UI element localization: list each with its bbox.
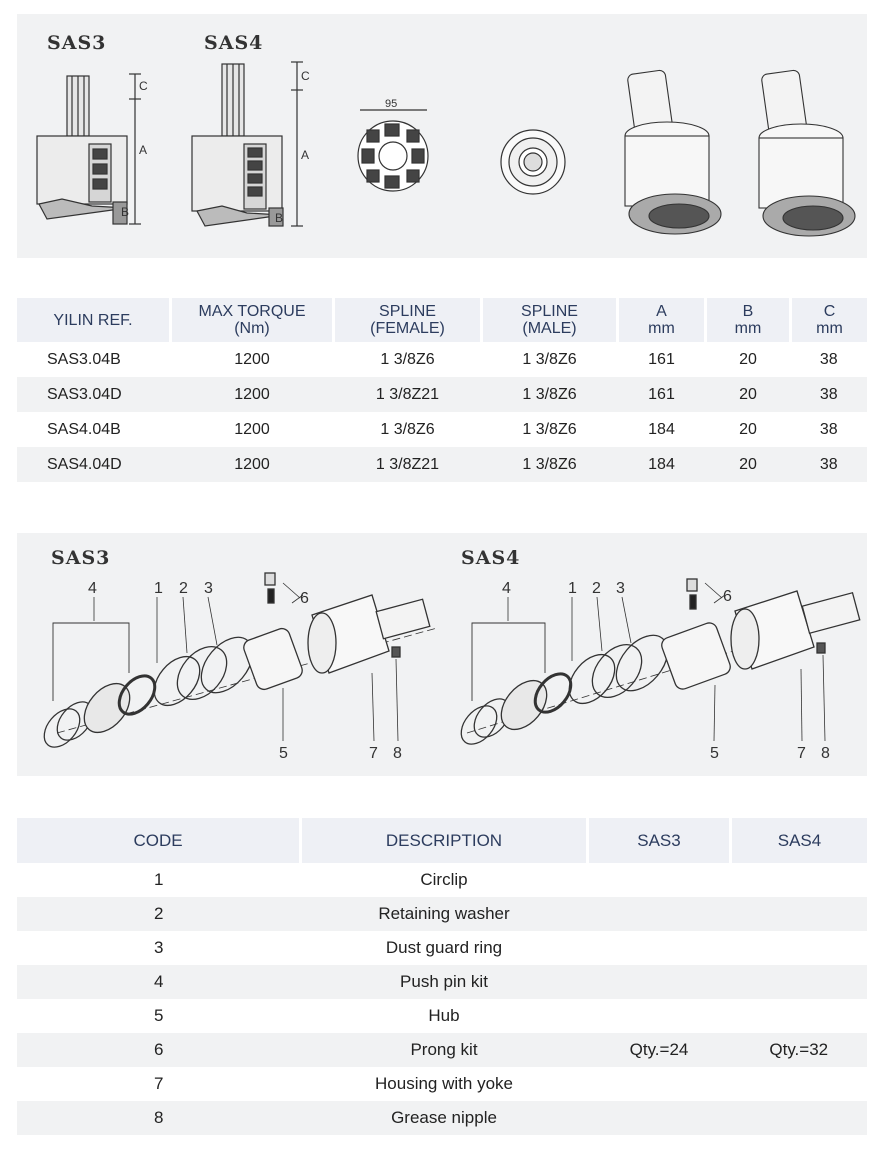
sas4-callout-6: 6: [723, 588, 732, 605]
dim-95: 95: [385, 98, 398, 110]
callout-3: 3: [204, 580, 213, 597]
callout-5: 5: [279, 745, 288, 762]
spec-cell-c: 38: [791, 447, 868, 482]
spec-header-row: [17, 298, 867, 342]
parts-header-sas3: SAS3: [588, 818, 731, 863]
spec-cell-a: 161: [648, 350, 675, 368]
parts-cell-sas3: [588, 1067, 731, 1101]
spec-cell-ref: SAS4.04B: [47, 420, 121, 438]
sas4-dim-b: B: [275, 211, 284, 225]
spec-cell-torque: 1200: [171, 447, 334, 482]
parts-cell-description: Circlip: [420, 870, 468, 889]
parts-cell-sas3: [588, 965, 731, 999]
parts-row: [17, 863, 867, 897]
sas4-callout-2: 2: [592, 580, 601, 597]
parts-row: [17, 1067, 867, 1101]
parts-cell-description: Push pin kit: [301, 965, 588, 999]
spec-cell-torque: 1200: [234, 350, 270, 368]
parts-cell-sas4: [731, 1101, 868, 1135]
parts-cell-description: Prong kit: [301, 1033, 588, 1067]
callout-1: 1: [154, 580, 163, 597]
parts-cell-sas4: Qty.=32: [731, 1033, 868, 1067]
parts-cell-sas4: [731, 1067, 868, 1101]
parts-row: [17, 897, 867, 931]
spec-header-a: A mm: [618, 298, 706, 342]
spec-header-b: B mm: [706, 298, 791, 342]
parts-row: [17, 1033, 867, 1067]
sas4-callout-8: 8: [821, 745, 830, 762]
parts-cell-sas4: [731, 863, 868, 897]
parts-cell-sas3: Qty.=24: [588, 1033, 731, 1067]
parts-row: [17, 931, 867, 965]
spec-cell-spline-female: 1 3/8Z6: [380, 420, 435, 438]
sas4-side-view: [192, 62, 303, 226]
parts-header-code: CODE: [17, 818, 301, 863]
parts-cell-sas3: [588, 931, 731, 965]
parts-cell-code: 2: [17, 897, 301, 931]
parts-cell-code: 8: [17, 1101, 301, 1135]
parts-cell-sas4: [731, 897, 868, 931]
parts-cell-sas3: [588, 863, 731, 897]
sas4-render: [759, 70, 855, 236]
parts-cell-code: 7: [154, 1074, 164, 1093]
spec-cell-spline-male: 1 3/8Z6: [522, 420, 577, 438]
callout-6: 6: [300, 590, 309, 607]
spec-cell-b: 20: [739, 420, 757, 438]
spec-row: [17, 412, 867, 447]
spec-cell-c: 38: [791, 377, 868, 412]
parts-cell-code: 1: [154, 870, 164, 889]
sas3-label-top: SAS3: [47, 32, 107, 54]
spec-cell-c: 38: [819, 350, 838, 368]
spec-cell-a: 184: [618, 447, 706, 482]
sas3-dim-b: B: [121, 205, 130, 219]
sas4-label-top: SAS4: [204, 32, 264, 54]
sas4-dim-a: A: [301, 148, 310, 162]
sas3-dim-c: C: [139, 79, 148, 93]
sas4-callout-3: 3: [616, 580, 625, 597]
spec-cell-spline-male: 1 3/8Z6: [482, 447, 618, 482]
parts-header-row: [17, 818, 867, 863]
spec-header-spline-male: SPLINE (MALE): [482, 298, 618, 342]
parts-row: [17, 965, 867, 999]
parts-cell-description: Retaining washer: [301, 897, 588, 931]
spec-header-spline-female: SPLINE (FEMALE): [334, 298, 482, 342]
parts-header-description: DESCRIPTION: [301, 818, 588, 863]
parts-cell-description: Grease nipple: [301, 1101, 588, 1135]
spec-cell-ref: SAS3.04B: [47, 350, 121, 368]
sas4-label-exploded: SAS4: [461, 547, 521, 569]
spec-cell-a: 161: [618, 377, 706, 412]
sas3-label-exploded: SAS3: [51, 547, 111, 569]
spec-cell-torque: 1200: [234, 420, 270, 438]
parts-cell-code: 3: [154, 938, 164, 957]
sas3-exploded: [37, 573, 437, 754]
spec-cell-spline-male: 1 3/8Z6: [482, 377, 618, 412]
parts-header-sas4: SAS4: [731, 818, 868, 863]
spec-cell-spline-female: 1 3/8Z6: [380, 350, 435, 368]
spline-bore-view: [501, 130, 565, 194]
spec-cell-b: 20: [706, 377, 791, 412]
parts-cell-sas4: [731, 965, 868, 999]
parts-cell-sas4: [731, 931, 868, 965]
parts-cell-description: Housing with yoke: [375, 1074, 513, 1093]
parts-cell-description: Hub: [428, 1006, 460, 1025]
spec-row: [17, 377, 867, 412]
parts-table: [17, 818, 867, 1135]
parts-cell-sas3: [588, 897, 731, 931]
sas4-callout-7: 7: [797, 745, 806, 762]
parts-cell-code: 5: [154, 1006, 164, 1025]
hub-top-view: [358, 110, 428, 191]
spec-cell-torque: 1200: [171, 377, 334, 412]
sas4-callout-5: 5: [710, 745, 719, 762]
sas4-dim-c: C: [301, 69, 310, 83]
callout-7: 7: [369, 745, 378, 762]
sas4-callout-4: 4: [502, 580, 511, 597]
spec-cell-c: 38: [819, 420, 838, 438]
callout-8: 8: [393, 745, 402, 762]
exploded-drawings: [17, 533, 867, 776]
spec-cell-ref: SAS4.04D: [17, 447, 171, 482]
top-drawing-panel: [17, 14, 867, 258]
spec-cell-b: 20: [739, 350, 757, 368]
callout-4: 4: [88, 580, 97, 597]
callout-2: 2: [179, 580, 188, 597]
sas4-exploded: [454, 579, 860, 751]
spec-table: [17, 298, 867, 482]
spec-row: [17, 342, 867, 377]
spec-header-torque: MAX TORQUE (Nm): [171, 298, 334, 342]
spec-cell-spline-female: 1 3/8Z21: [334, 447, 482, 482]
spec-header-ref: YILIN REF.: [17, 298, 171, 342]
parts-cell-code: 6: [17, 1033, 301, 1067]
parts-row: [17, 1101, 867, 1135]
sas3-dim-a: A: [139, 143, 148, 157]
parts-cell-description: Dust guard ring: [385, 938, 503, 957]
parts-cell-sas4: [731, 999, 868, 1033]
spec-cell-spline-female: 1 3/8Z21: [334, 377, 482, 412]
parts-row: [17, 999, 867, 1033]
spec-cell-b: 20: [706, 447, 791, 482]
exploded-view-panel: [17, 533, 867, 776]
spec-cell-spline-male: 1 3/8Z6: [522, 350, 577, 368]
sas3-render: [625, 70, 721, 234]
spec-row: [17, 447, 867, 482]
parts-cell-code: 4: [17, 965, 301, 999]
parts-cell-sas3: [588, 999, 731, 1033]
spec-cell-a: 184: [648, 420, 675, 438]
technical-drawings: [17, 14, 867, 258]
sas4-callout-1: 1: [568, 580, 577, 597]
spec-cell-ref: SAS3.04D: [17, 377, 171, 412]
sas3-side-view: [37, 74, 141, 224]
parts-cell-sas3: [588, 1101, 731, 1135]
spec-header-c: C mm: [791, 298, 868, 342]
